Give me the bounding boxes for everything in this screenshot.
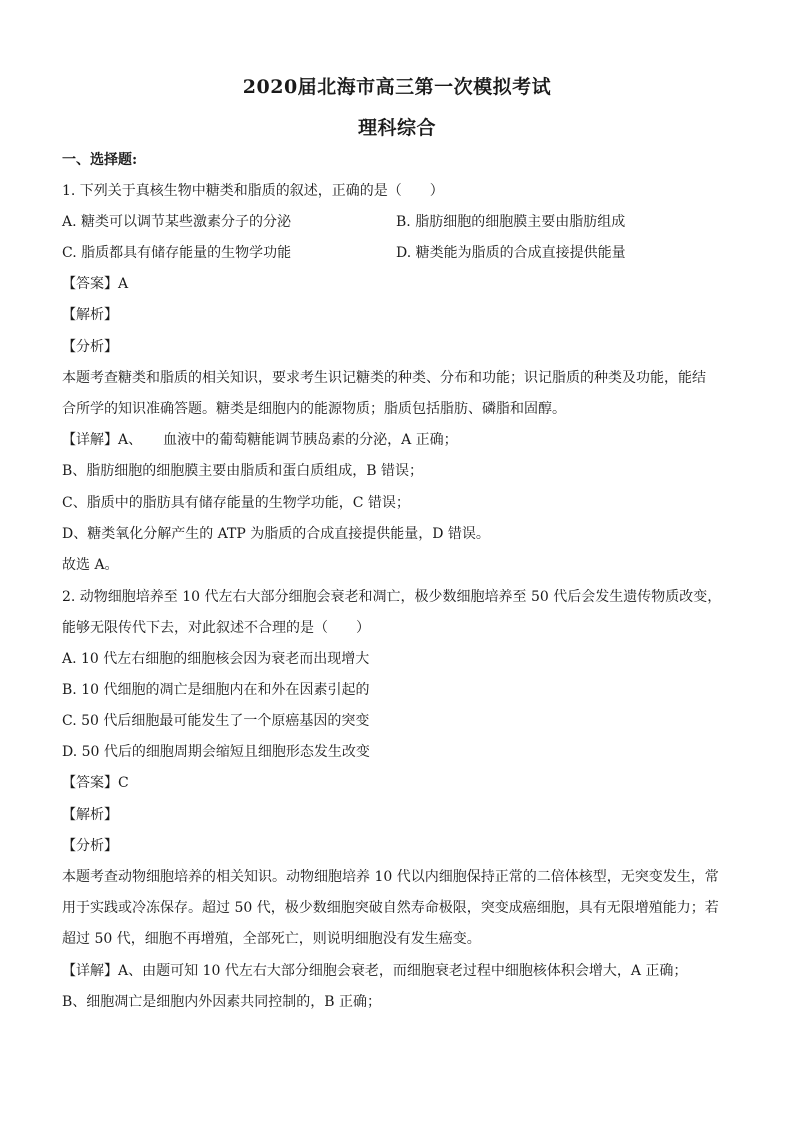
- q1-fenxi-line-1: 本题考查糖类和脂质的相关知识，要求考生识记糖类的种类、分布和功能；识记脂质的种类及功能，能结: [62, 370, 706, 386]
- q1-option-d: D. 糖类能为脂质的合成直接提供能量: [396, 245, 626, 261]
- q1-xiangjie-a: 【详解】A、 血液中的葡萄糖能调节胰岛素的分泌，A 正确；: [62, 432, 458, 448]
- q2-fenxi-line-1: 本题考查动物细胞培养的相关知识。动物细胞培养 10 代以内细胞保持正常的二倍体核型，无突变发生，常: [62, 869, 719, 885]
- q1-option-a: A. 糖类可以调节某些激素分子的分泌: [62, 214, 292, 230]
- q2-option-d: D. 50 代后的细胞周期会缩短且细胞形态发生改变: [62, 744, 370, 760]
- q2-option-b: B. 10 代细胞的凋亡是细胞内在和外在因素引起的: [62, 682, 370, 698]
- q1-xiangjie-b: B、脂肪细胞的细胞膜主要由脂质和蛋白质组成，B 错误；: [62, 463, 424, 479]
- exam-subtitle: 理科综合: [357, 117, 436, 139]
- q2-stem-line-1: 2. 动物细胞培养至 10 代左右大部分细胞会衰老和凋亡，极少数细胞培养至 50 代后会发生遗传物质改变，: [62, 589, 722, 605]
- section-heading: 一、选择题:: [62, 152, 138, 168]
- q1-option-b: B. 脂肪细胞的细胞膜主要由脂肪组成: [396, 214, 626, 230]
- q2-option-a: A. 10 代左右细胞的细胞核会因为衰老而出现增大: [62, 651, 370, 667]
- q2-stem-line-2: 能够无限传代下去，对此叙述不合理的是（ ）: [62, 620, 370, 636]
- q1-stem: 1. 下列关于真核生物中糖类和脂质的叙述，正确的是（ ）: [62, 183, 444, 199]
- q2-fenxi-label: 【分析】: [62, 838, 118, 854]
- q1-xiangjie-c: C、脂质中的脂肪具有储存能量的生物学功能，C 错误；: [62, 495, 410, 511]
- q2-option-c: C. 50 代后细胞最可能发生了一个原癌基因的突变: [62, 713, 370, 729]
- q1-option-c: C. 脂质都具有储存能量的生物学功能: [62, 245, 292, 261]
- q2-answer: 【答案】C: [62, 775, 129, 791]
- q1-conclusion: 故选 A。: [62, 557, 119, 573]
- q1-xiangjie-d: D、糖类氧化分解产生的 ATP 为脂质的合成直接提供能量，D 错误。: [62, 526, 490, 542]
- q1-answer: 【答案】A: [62, 276, 129, 292]
- q1-fenxi-line-2: 合所学的知识准确答题。糖类是细胞内的能源物质；脂质包括脂肪、磷脂和固醇。: [62, 401, 566, 417]
- q1-fenxi-label: 【分析】: [62, 339, 118, 355]
- q2-xiangjie-b: B、细胞凋亡是细胞内外因素共同控制的，B 正确；: [62, 994, 382, 1010]
- exam-title: 2020届北海市高三第一次模拟考试: [242, 76, 552, 98]
- q2-fenxi-line-3: 超过 50 代，细胞不再增殖，全部死亡，则说明细胞没有发生癌变。: [62, 931, 481, 947]
- q2-analysis-label: 【解析】: [62, 807, 118, 823]
- q2-fenxi-line-2: 用于实践或冷冻保存。超过 50 代，极少数细胞突破自然寿命极限，突变成癌细胞，具有无限增殖能力；若: [62, 900, 719, 916]
- q1-analysis-label: 【解析】: [62, 307, 118, 323]
- q2-xiangjie-a: 【详解】A、由题可知 10 代左右大部分细胞会衰老，而细胞衰老过程中细胞核体积会增大，A 正确；: [62, 963, 688, 979]
